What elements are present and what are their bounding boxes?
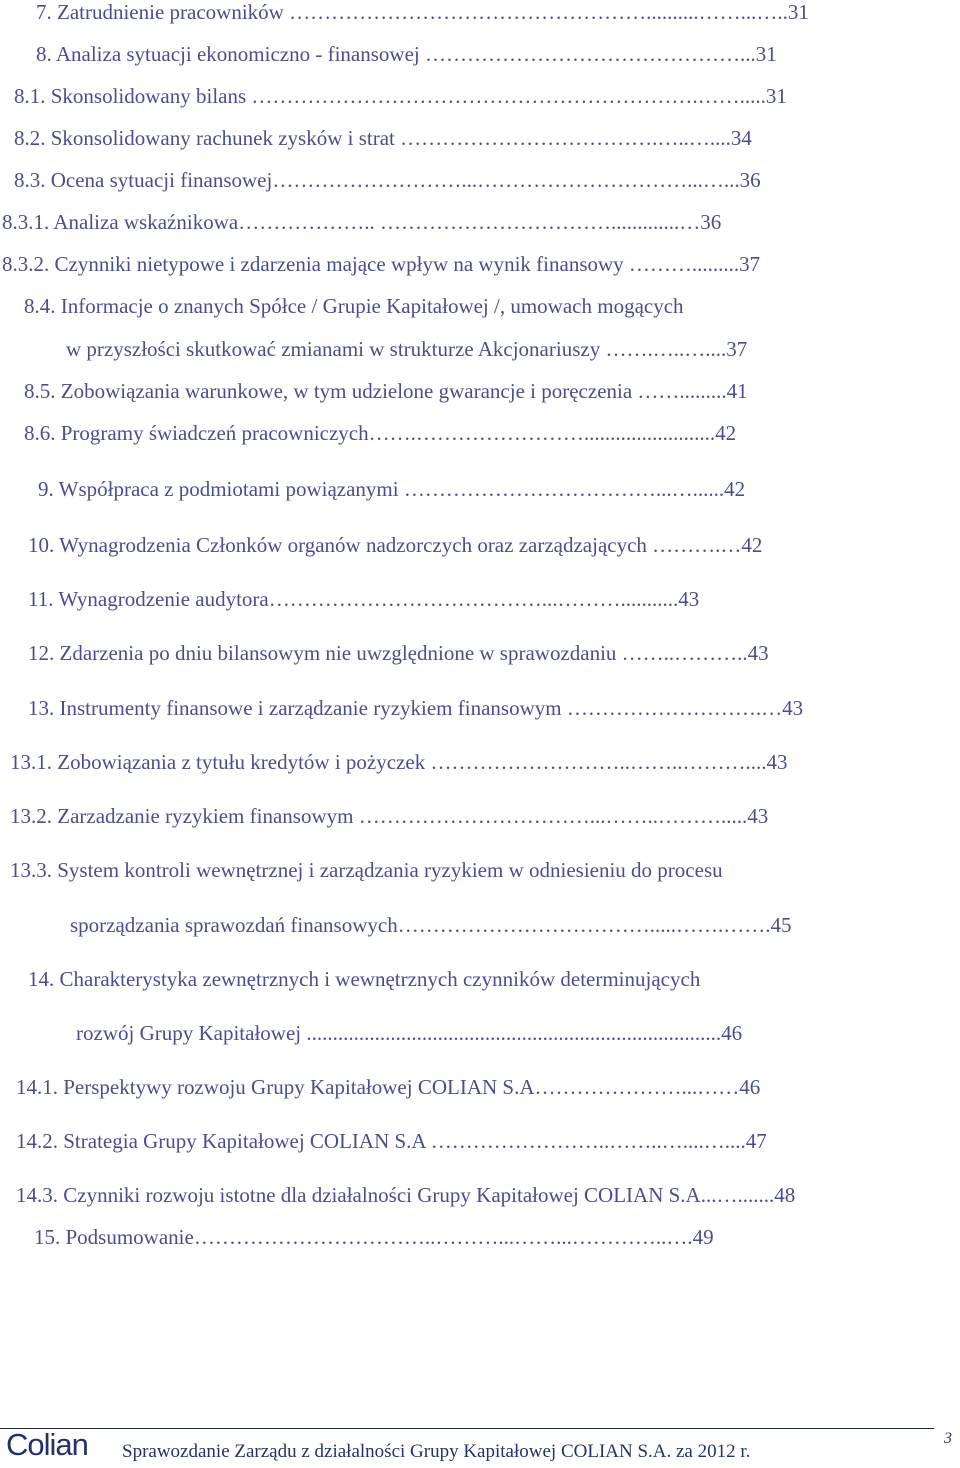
toc-entry: 14.3. Czynniki rozwoju istotne dla działalności Grupy Kapitałowej COLIAN S.A...….......48 — [16, 1183, 796, 1207]
toc-entry: 8.4. Informacje o znanych Spółce / Grupie Kapitałowej /, umowach mogących — [24, 294, 684, 318]
toc-entry: 14. Charakterystyka zewnętrznych i wewnętrznych czynników determinujących — [28, 967, 701, 991]
toc-entry: 10. Wynagrodzenia Członków organów nadzorczych oraz zarządzających ……….…42 — [28, 533, 763, 557]
toc-entry-continuation: sporządzania sprawozdań finansowych……………………………….....…….…….45 — [70, 913, 792, 937]
toc-entry: 13. Instrumenty finansowe i zarządzanie ryzykiem finansowym ……………………….…43 — [28, 696, 804, 720]
footer-divider — [0, 1428, 934, 1429]
toc-entry: 14.2. Strategia Grupy Kapitałowej COLIAN S.A ……………………..……..…....…....47 — [16, 1129, 767, 1153]
colian-logo: Colian — [6, 1427, 88, 1462]
toc-entry: 8.3. Ocena sytuacji finansowej………………………...…………………………...…...36 — [14, 168, 761, 192]
toc-entry: 9. Współpraca z podmiotami powiązanymi ………………………………...…......42 — [38, 477, 746, 501]
page-number: 3 — [944, 1430, 952, 1447]
footer-title: Sprawozdanie Zarządu z działalności Grupy Kapitałowej COLIAN S.A. za 2012 r. — [122, 1441, 751, 1462]
toc-entry-continuation: w przyszłości skutkować zmianami w strukturze Akcjonariuszy …….…..…....37 — [66, 337, 748, 361]
toc-entry: 8.1. Skonsolidowany bilans ……………………………………………………….…….....31 — [14, 84, 787, 108]
toc-entry: 13.3. System kontroli wewnętrznej i zarządzania ryzykiem w odniesieniu do procesu — [10, 858, 723, 882]
toc-entry: 14.1. Perspektywy rozwoju Grupy Kapitałowej COLIAN S.A…………………...……46 — [16, 1075, 761, 1099]
toc-entry: 11. Wynagrodzenie audytora…………………………………...………...........43 — [28, 587, 700, 611]
toc-entry: 8.2. Skonsolidowany rachunek zysków i strat ……………………………….…..…....34 — [14, 126, 752, 150]
toc-entry: 8.6. Programy świadczeń pracowniczych…….…………………….........................42 — [24, 421, 737, 445]
toc-entry: 13.1. Zobowiązania z tytułu kredytów i pożyczek ………………………..……..………....43 — [10, 750, 788, 774]
toc-entry-continuation: rozwój Grupy Kapitałowej ...............................................................................46 — [76, 1021, 743, 1045]
toc-entry: 12. Zdarzenia po dniu bilansowym nie uwzględnione w sprawozdaniu ……..………..43 — [28, 641, 769, 665]
toc-entry: 13.2. Zarzadzanie ryzykiem finansowym ……………………………...……..……….....43 — [10, 804, 769, 828]
toc-entry: 8.3.1. Analiza wskaźnikowa……………….. …………………………….............…36 — [2, 210, 722, 234]
toc-entry: 8.3.2. Czynniki nietypowe i zdarzenia mające wpływ na wynik finansowy ……….........37 — [2, 252, 761, 276]
toc-entry: 8.5. Zobowiązania warunkowe, w tym udzielone gwarancje i poręczenia …….........41 — [24, 379, 748, 403]
toc-entry: 15. Podsumowanie……………………………..………...……...…………..….49 — [34, 1225, 714, 1249]
toc-entry: 8. Analiza sytuacji ekonomiczno - finansowej ………………………………………...31 — [36, 42, 777, 66]
toc-entry: 7. Zatrudnienie pracowników ……………………………………………..........……...…..31 — [36, 0, 809, 24]
